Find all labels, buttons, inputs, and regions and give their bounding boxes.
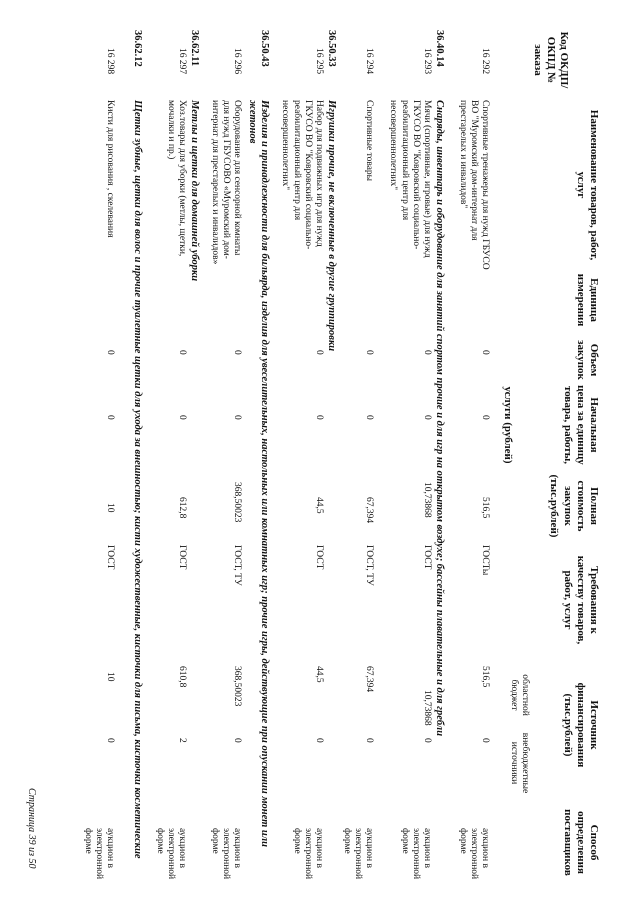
row-method: аукцион в электронной форме <box>341 828 374 880</box>
section-code: 36.50.43 <box>259 30 270 67</box>
row-extra: 0 <box>364 738 374 743</box>
row-volume: 0 <box>105 350 115 355</box>
row-num: 16 296 <box>232 48 242 75</box>
row-num: 16 294 <box>364 48 374 75</box>
row-regional: 10 <box>105 672 115 682</box>
row-volume: 0 <box>364 350 374 355</box>
row-regional: 10,73868 <box>422 690 432 726</box>
page-number: Страница 39 из 50 <box>26 788 37 869</box>
row-method: аукцион в электронной форме <box>154 828 187 880</box>
row-regional: 44,5 <box>314 666 324 683</box>
row-num: 16 298 <box>105 48 115 75</box>
row-name: Хоз.товары для уборки (метлы, щетки, мочалки и пр.) <box>165 100 187 257</box>
col-header-requirements: Требования к качеству товаров, работ, услуг <box>561 555 600 645</box>
row-num: 16 292 <box>480 48 490 75</box>
col-header-start-price-sub: услуги (рублей) <box>502 386 514 464</box>
row-requirements: ГОСТы <box>480 545 490 576</box>
row-method: аукцион в электронной форме <box>399 828 432 880</box>
section-code: 36.40.14 <box>434 30 445 67</box>
row-extra: 0 <box>232 738 242 743</box>
col-header-method: Способ определения поставщиков <box>561 809 600 876</box>
row-requirements: ГОСТ <box>314 545 324 570</box>
row-total: 612,8 <box>177 497 187 519</box>
row-start-price: 0 <box>480 415 490 420</box>
col-header-code: Код ОКДП/ ОКПД № заказа <box>531 31 570 89</box>
row-extra: 2 <box>177 738 187 743</box>
row-total: 516,5 <box>480 497 490 519</box>
col-header-funding-extra: внебюджетные источники <box>508 732 530 794</box>
row-method: аукцион в электронной форме <box>291 828 324 880</box>
row-total: 10 <box>105 503 115 513</box>
row-start-price: 0 <box>105 415 115 420</box>
row-total: 10,73868 <box>422 482 432 518</box>
row-requirements: ГОСТ, ТУ <box>364 545 374 586</box>
row-regional: 516,5 <box>480 666 490 688</box>
row-name: Оборудование для сенсорной комнаты для нужд ГБУСОВО «Муромский дом-интернат для престарелых и инвалидов» <box>209 100 242 265</box>
row-start-price: 0 <box>364 415 374 420</box>
col-header-funding-regional: областной бюджет <box>508 674 530 716</box>
row-total: 67,394 <box>364 497 374 524</box>
row-requirements: ГОСТ <box>422 545 432 570</box>
row-total: 368,50023 <box>232 482 242 523</box>
section-code: 36.62.12 <box>132 30 143 67</box>
row-start-price: 0 <box>177 415 187 420</box>
row-name: Набор для подвижных игр для нужд ГКУСО ВО "Ковровский социально-реабилитационный центр для несовершеннолетних" <box>280 100 324 250</box>
row-requirements: ГОСТ <box>177 545 187 570</box>
row-regional: 610,8 <box>177 666 187 688</box>
row-num: 16 293 <box>422 48 432 75</box>
row-total: 44,5 <box>314 497 324 514</box>
row-method: аукцион в электронной форме <box>457 828 490 880</box>
row-name: Мячи (спортивные, игровые) для нужд ГКУСО ВО "Ковровский социально-реабилитационный центр для несовершеннолетних" <box>388 100 432 258</box>
row-volume: 0 <box>480 350 490 355</box>
row-num: 16 295 <box>314 48 324 75</box>
col-header-volume: Объем закупок <box>574 340 600 380</box>
row-name: Спортивные товары <box>364 100 374 182</box>
section-title: Игрушки прочие, не включенные в другие группировки <box>326 100 337 352</box>
section-title: Снаряды, инвентарь и оборудование для занятий спортом прочие и для игр на открытом воздухе; бассейны плавательные и для гребли <box>434 100 445 737</box>
section-title: Изделия и принадлежности для бильярда, изделия для увеселительных, настольных или комнатных игр; прочие игры, действующие при опускании монет или жетонов <box>246 100 270 847</box>
col-header-total-cost: Полная стоимость закупок (тыс.рублей) <box>548 474 600 538</box>
row-volume: 0 <box>422 350 432 355</box>
row-name: Кисти для рисования , скелевания <box>105 100 115 238</box>
row-extra: 0 <box>314 738 324 743</box>
col-header-unit: Единица измерения <box>574 273 600 327</box>
row-name: Спортивные тренажеры для нужд ГБУСО ВО "Муромский дом-интернат для престарелых и инвалидов" <box>457 100 490 270</box>
col-header-name: Наименование товаров, работ, услуг <box>574 109 600 261</box>
row-method: аукцион в электронной форме <box>82 828 115 880</box>
row-start-price: 0 <box>314 415 324 420</box>
row-volume: 0 <box>314 350 324 355</box>
row-start-price: 0 <box>422 415 432 420</box>
row-method: аукцион в электронной форме <box>209 828 242 880</box>
section-code: 36.50.33 <box>326 30 337 67</box>
col-header-start-price: Начальная цена за единицу товара, работы, <box>561 385 600 465</box>
row-start-price: 0 <box>232 415 242 420</box>
row-volume: 0 <box>232 350 242 355</box>
col-header-funding: Источник финансирования (тыс.рублей) <box>561 682 600 768</box>
row-num: 16 297 <box>177 48 187 75</box>
row-regional: 368,50023 <box>232 666 242 707</box>
row-extra: 0 <box>480 738 490 743</box>
row-extra: 0 <box>422 738 432 743</box>
row-extra: 0 <box>105 738 115 743</box>
row-requirements: ГОСТ <box>105 545 115 570</box>
section-title: Метлы и щетки для домашней уборки <box>189 100 200 282</box>
section-code: 36.62.11 <box>189 30 200 67</box>
row-requirements: ГОСТ, ТУ <box>232 545 242 586</box>
row-volume: 0 <box>177 350 187 355</box>
row-regional: 67,394 <box>364 666 374 693</box>
section-title: Щетки зубные, щетки для волос и прочие туалетные щетки для ухода за внешностью; кисти художественные, кисточки для письма, кисточки косметические <box>132 100 143 859</box>
